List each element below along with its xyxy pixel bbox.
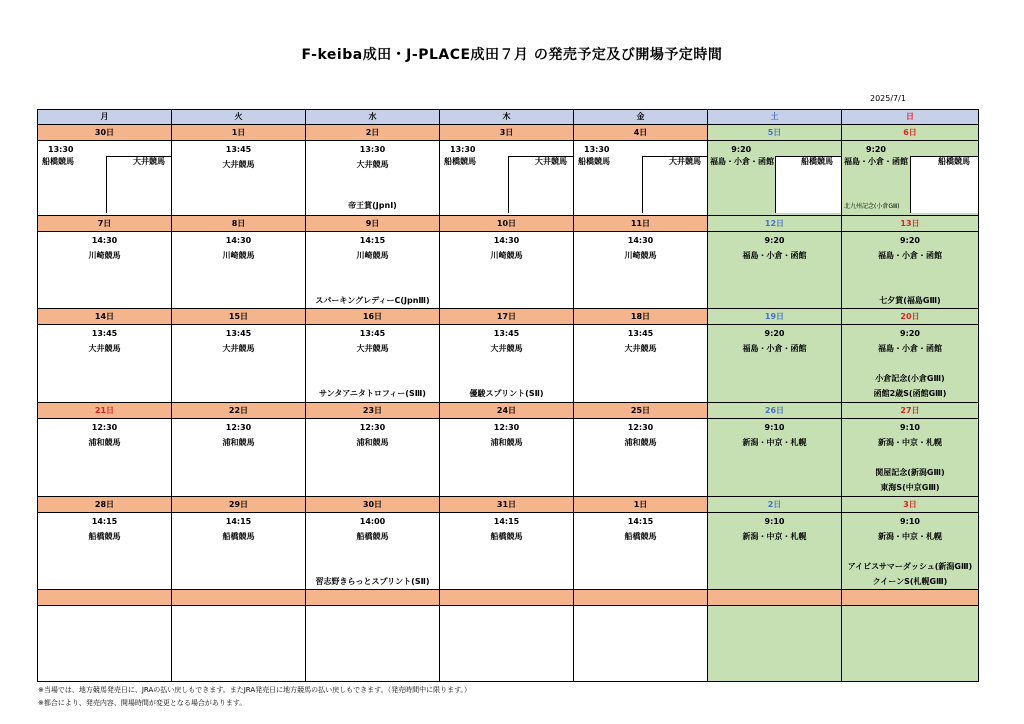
date-row	[38, 496, 979, 512]
split-top-line	[106, 156, 171, 157]
weekday-wed: 水	[306, 110, 440, 125]
cell-content	[172, 514, 305, 589]
split-top-line	[642, 156, 707, 157]
open-time: 9:20	[900, 235, 920, 245]
date-cell: 29日	[172, 496, 306, 512]
schedule-row	[38, 231, 979, 309]
schedule-row	[38, 419, 979, 497]
track-name: 新潟・中京・札幌	[742, 438, 807, 448]
schedule-row	[38, 325, 979, 403]
date-cell: 19日	[708, 309, 842, 325]
track-name: 大井競馬	[356, 344, 389, 354]
track-name: 船橋競馬	[490, 531, 523, 541]
date-cell: 21日	[38, 403, 172, 419]
date-cell: 13日	[842, 215, 979, 231]
track-name: 大井競馬	[624, 344, 657, 354]
open-time: 13:45	[91, 329, 118, 339]
track-name: 新潟・中京・札幌	[878, 531, 942, 541]
schedule-cell	[842, 325, 979, 403]
schedule-cell-empty	[306, 606, 440, 682]
date-cell-empty	[842, 590, 979, 606]
track-name: 新潟・中京・札幌	[878, 438, 942, 448]
schedule-row	[38, 141, 979, 216]
schedule-cell	[708, 141, 842, 216]
track-name: 浦和競馬	[490, 438, 523, 448]
cell-content	[574, 420, 707, 495]
date-cell: 2日	[306, 125, 440, 141]
cell-content	[574, 141, 707, 213]
schedule-cell	[440, 141, 574, 216]
date-row-empty	[38, 590, 979, 606]
open-time: 9:20	[764, 235, 785, 245]
open-time: 14:15	[225, 516, 252, 526]
open-time: 13:30	[48, 145, 74, 155]
track-name: 大井競馬	[356, 160, 389, 170]
schedule-cell	[574, 512, 708, 590]
open-time: 13:45	[225, 145, 252, 155]
featured-race: クイーンS(札幌GⅢ)	[872, 576, 948, 586]
date-row	[38, 215, 979, 231]
split-divider	[910, 156, 911, 213]
cell-content	[172, 326, 305, 401]
split-divider	[106, 156, 107, 213]
date-cell: 4日	[574, 125, 708, 141]
schedule-cell	[306, 419, 440, 497]
date-row	[38, 125, 979, 141]
footnote: ※都合により、発売内容、開場時間が変更となる場合があります。	[38, 699, 247, 707]
cell-content	[306, 233, 439, 308]
open-time: 13:45	[493, 329, 520, 339]
track-name: 川崎競馬	[624, 250, 657, 260]
open-time: 13:30	[584, 145, 610, 155]
schedule-cell	[574, 419, 708, 497]
schedule-row	[38, 512, 979, 590]
date-cell-empty	[708, 590, 842, 606]
date-cell-empty	[172, 590, 306, 606]
track-right: 大井競馬	[669, 157, 701, 167]
track-name: 船橋競馬	[624, 531, 657, 541]
schedule-cell	[440, 231, 574, 309]
cell-content	[440, 514, 573, 589]
date-cell: 12日	[708, 215, 842, 231]
date-cell: 9日	[306, 215, 440, 231]
open-time: 13:30	[359, 145, 386, 155]
schedule-cell	[842, 419, 979, 497]
cell-content	[440, 233, 573, 308]
cell-content	[842, 141, 978, 213]
track-left: 船橋競馬	[578, 157, 610, 167]
featured-race: 習志野きらっとスプリント(SⅡ)	[315, 576, 430, 586]
date-cell: 3日	[440, 125, 574, 141]
date-cell-empty	[440, 590, 574, 606]
weekday-fri: 金	[574, 110, 708, 125]
cell-content	[574, 233, 707, 308]
date-cell: 20日	[842, 309, 979, 325]
cell-content	[574, 514, 707, 589]
cell-content	[842, 514, 978, 589]
date-cell: 2日	[708, 496, 842, 512]
schedule-cell	[574, 231, 708, 309]
track-name: 福島・小倉・函館	[878, 250, 942, 260]
featured-race: スパーキングレディーC(JpnⅢ)	[315, 295, 430, 305]
schedule-cell	[306, 512, 440, 590]
date-cell: 25日	[574, 403, 708, 419]
schedule-cell	[440, 419, 574, 497]
track-name: 新潟・中京・札幌	[742, 531, 807, 541]
cell-content	[842, 233, 978, 308]
date-cell: 24日	[440, 403, 574, 419]
cell-content	[440, 420, 573, 495]
split-divider	[775, 156, 776, 213]
date-cell: 26日	[708, 403, 842, 419]
cell-content	[306, 142, 439, 214]
cell-content	[38, 233, 171, 308]
track-left: 福島・小倉・函館	[710, 157, 774, 167]
cell-content	[574, 326, 707, 401]
weekday-sun: 日	[842, 110, 979, 125]
schedule-cell	[708, 325, 842, 403]
track-name: 福島・小倉・函館	[742, 250, 807, 260]
split-top-line	[508, 156, 573, 157]
open-time: 9:10	[764, 516, 785, 526]
date-cell: 1日	[574, 496, 708, 512]
track-name: 浦和競馬	[356, 438, 389, 448]
cell-content	[708, 233, 841, 308]
track-left: 船橋競馬	[42, 157, 74, 167]
schedule-cell	[38, 512, 172, 590]
date-cell: 23日	[306, 403, 440, 419]
date-cell: 8日	[172, 215, 306, 231]
schedule-cell-empty	[440, 606, 574, 682]
split-divider	[508, 156, 509, 213]
open-time: 14:30	[493, 235, 520, 245]
cell-content	[172, 233, 305, 308]
date-cell: 30日	[306, 496, 440, 512]
track-name: 浦和競馬	[624, 438, 657, 448]
track-name: 川崎競馬	[88, 250, 121, 260]
split-tracks	[574, 156, 707, 171]
date-cell-empty	[574, 590, 708, 606]
featured-race: 帝王賞(JpnⅠ)	[348, 201, 397, 211]
schedule-cell	[708, 231, 842, 309]
schedule-cell	[574, 141, 708, 216]
cell-content	[440, 326, 573, 401]
track-left: 福島・小倉・函館	[844, 157, 908, 167]
cell-content	[708, 141, 841, 213]
track-name: 船橋競馬	[88, 531, 121, 541]
race-note: 北九州記念(小倉GⅢ)	[844, 203, 900, 211]
open-time: 9:20	[900, 329, 920, 339]
cell-content	[38, 420, 171, 495]
track-name: 川崎競馬	[222, 250, 255, 260]
schedule-cell	[440, 325, 574, 403]
schedule-cell	[842, 512, 979, 590]
track-name: 浦和競馬	[222, 438, 255, 448]
date-cell: 10日	[440, 215, 574, 231]
open-time: 9:10	[900, 516, 920, 526]
date-cell: 31日	[440, 496, 574, 512]
schedule-cell	[574, 325, 708, 403]
track-name: 船橋競馬	[356, 531, 389, 541]
date-cell: 3日	[842, 496, 979, 512]
date-cell: 30日	[38, 125, 172, 141]
schedule-cell	[306, 231, 440, 309]
schedule-cell-empty	[842, 606, 979, 682]
date-cell: 11日	[574, 215, 708, 231]
featured-race: 東海S(中京GⅢ)	[880, 483, 940, 493]
cell-content	[306, 514, 439, 589]
track-name: 大井競馬	[490, 344, 523, 354]
calendar-table	[37, 109, 979, 682]
date-cell: 27日	[842, 403, 979, 419]
track-name: 大井競馬	[222, 160, 255, 170]
featured-race: 関屋記念(新潟GⅢ)	[875, 468, 945, 478]
weekday-tue: 火	[172, 110, 306, 125]
track-right: 大井競馬	[133, 157, 165, 167]
split-tracks	[440, 156, 573, 171]
schedule-cell	[172, 325, 306, 403]
track-right: 船橋競馬	[938, 157, 970, 167]
cell-content	[842, 326, 978, 401]
track-name: 大井競馬	[222, 344, 255, 354]
cell-content	[708, 326, 841, 401]
cell-content	[440, 141, 573, 213]
schedule-cell	[38, 231, 172, 309]
date-cell: 28日	[38, 496, 172, 512]
footnote: ※当場では、地方競馬発売日に、JRAの払い戻しもできます。またJRA発売日に地方競馬の払い戻しもできます。（発売時間中に限ります。）	[38, 686, 472, 694]
schedule-cell	[440, 512, 574, 590]
track-name: 浦和競馬	[88, 438, 121, 448]
schedule-cell-empty	[574, 606, 708, 682]
date-cell-empty	[38, 590, 172, 606]
track-name: 大井競馬	[88, 344, 121, 354]
open-time: 12:30	[359, 423, 386, 433]
schedule-cell	[708, 512, 842, 590]
schedule-cell	[842, 141, 979, 216]
open-time: 14:15	[359, 235, 386, 245]
schedule-cell	[38, 141, 172, 216]
schedule-row-empty	[38, 606, 979, 682]
open-time: 12:30	[627, 423, 654, 433]
open-time: 9:10	[900, 423, 920, 433]
open-time: 12:30	[225, 423, 252, 433]
issue-date: 2025/7/1	[870, 94, 906, 103]
schedule-cell	[38, 419, 172, 497]
schedule-cell	[172, 231, 306, 309]
cell-content	[708, 514, 841, 589]
footnotes	[38, 684, 471, 710]
cell-content	[172, 142, 305, 214]
open-time: 13:45	[627, 329, 654, 339]
open-time: 14:15	[627, 516, 654, 526]
date-row	[38, 403, 979, 419]
schedule-cell	[38, 325, 172, 403]
date-cell: 18日	[574, 309, 708, 325]
schedule-cell	[172, 141, 306, 216]
featured-race: 優駿スプリント(SⅡ)	[469, 389, 544, 399]
split-divider	[642, 156, 643, 213]
track-name: 船橋競馬	[222, 531, 255, 541]
weekday-thu: 木	[440, 110, 574, 125]
cell-content	[306, 420, 439, 495]
weekday-sat: 土	[708, 110, 842, 125]
open-time: 14:30	[627, 235, 654, 245]
date-cell-empty	[306, 590, 440, 606]
track-name: 川崎競馬	[356, 250, 389, 260]
split-top-line	[910, 156, 978, 157]
date-cell: 7日	[38, 215, 172, 231]
open-time: 12:30	[493, 423, 520, 433]
schedule-cell	[306, 325, 440, 403]
featured-race: サンタアニタトロフィー(SⅢ)	[319, 389, 426, 399]
open-time: 14:15	[493, 516, 520, 526]
schedule-cell-empty	[172, 606, 306, 682]
open-time: 14:15	[91, 516, 118, 526]
page-title: F-keiba成田・J-PLACE成田７月 の発売予定及び開場予定時間	[301, 47, 723, 63]
open-time: 13:45	[359, 329, 386, 339]
cell-content	[172, 420, 305, 495]
cell-content	[38, 326, 171, 401]
open-time: 9:20	[764, 329, 785, 339]
track-name: 福島・小倉・函館	[742, 344, 807, 354]
open-time: 9:10	[764, 423, 785, 433]
track-name: 福島・小倉・函館	[878, 344, 942, 354]
schedule-cell-empty	[38, 606, 172, 682]
track-left: 船橋競馬	[444, 157, 476, 167]
featured-race: アイビスサマーダッシュ(新潟GⅢ)	[847, 561, 973, 571]
open-time: 14:30	[91, 235, 118, 245]
weekday-mon: 月	[38, 110, 172, 125]
date-cell: 6日	[842, 125, 979, 141]
cell-content	[38, 141, 171, 213]
track-right: 船橋競馬	[801, 157, 833, 167]
date-cell: 16日	[306, 309, 440, 325]
featured-race: 小倉記念(小倉GⅢ)	[875, 374, 945, 384]
schedule-cell-empty	[708, 606, 842, 682]
date-row	[38, 309, 979, 325]
date-cell: 22日	[172, 403, 306, 419]
open-time: 9:20	[866, 145, 886, 155]
date-cell: 15日	[172, 309, 306, 325]
date-cell: 14日	[38, 309, 172, 325]
date-cell: 17日	[440, 309, 574, 325]
cell-content	[842, 420, 978, 495]
featured-race: 七夕賞(福島GⅢ)	[879, 295, 941, 305]
open-time: 14:00	[359, 516, 386, 526]
track-name: 川崎競馬	[490, 250, 523, 260]
open-time: 9:20	[731, 145, 752, 155]
schedule-cell	[172, 419, 306, 497]
date-cell: 5日	[708, 125, 842, 141]
open-time: 13:30	[450, 145, 476, 155]
split-tracks	[38, 156, 171, 171]
cell-content	[708, 420, 841, 495]
cell-content	[38, 514, 171, 589]
schedule-cell	[842, 231, 979, 309]
open-time: 13:45	[225, 329, 252, 339]
featured-race: 函館2歳S(函館GⅢ)	[873, 389, 947, 399]
schedule-cell	[306, 141, 440, 216]
split-top-line	[775, 156, 842, 157]
open-time: 14:30	[225, 235, 252, 245]
weekday-header-row	[38, 110, 979, 125]
date-cell: 1日	[172, 125, 306, 141]
schedule-cell	[172, 512, 306, 590]
cell-content	[306, 326, 439, 401]
open-time: 12:30	[91, 423, 118, 433]
schedule-cell	[708, 419, 842, 497]
track-right: 大井競馬	[535, 157, 567, 167]
